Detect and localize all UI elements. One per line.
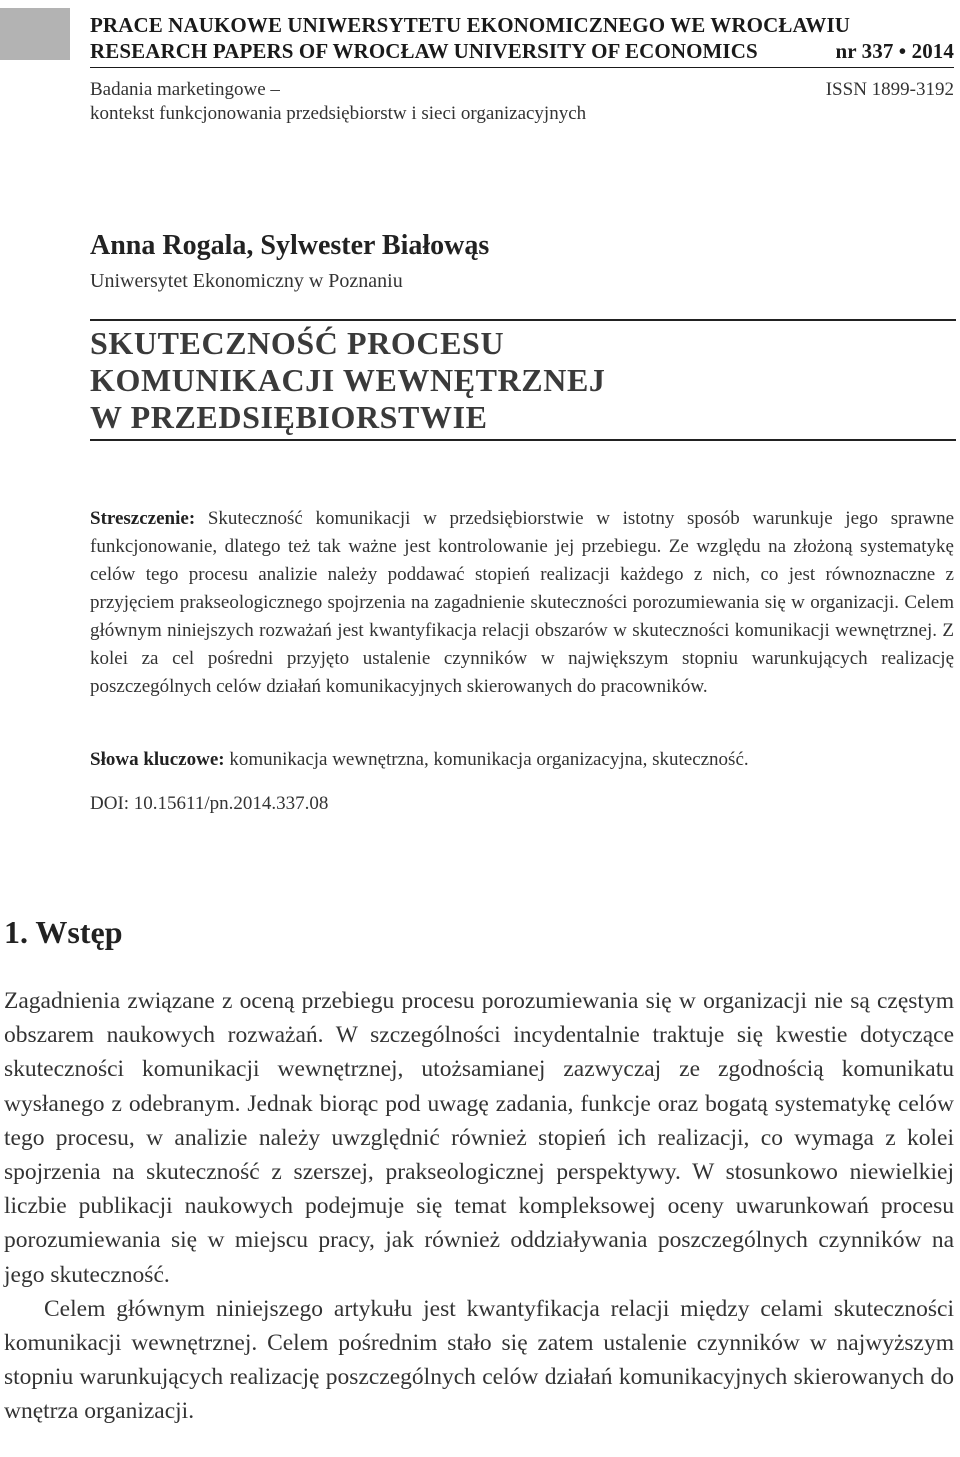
abstract-label: Streszczenie: <box>90 508 208 529</box>
header-rule <box>90 67 954 68</box>
series-title-line1: Badania marketingowe – <box>90 79 280 100</box>
article-title <box>90 325 606 436</box>
body-paragraph: Zagadnienia związane z oceną przebiegu procesu porozumiewania się w organizacji nie są częstym obszarem naukowych rozważań. W szczególności incydentalnie traktuje się kwestie dotyczące skuteczności komunikacji wewnętrznej, utożsamianej zazwyczaj ze zgodnością komunikatu wysłanego z odebranym. Jednak biorąc pod uwagę zadania, funkcje oraz bogatą systematykę celów tego procesu, w analizie należy uwzględnić również stopień ich realizacji, co wymaga z kolei spojrzenia na skuteczność z szerszej, prakseologicznej perspektywy. W stosunkowo niewielkiej liczbie publikacji naukowych podejmuje się temat kompleksowej oceny uwarunkowań procesu porozumiewania się w miejscu pracy, jak również oddziaływania poszczególnych czynników na jego skuteczność. <box>4 988 954 1288</box>
section-body <box>4 984 954 1429</box>
series-title-line2: kontekst funkcjonowania przedsiębiorstw i sieci organizacyjnych <box>90 103 587 124</box>
journal-name-pl: PRACE NAUKOWE UNIWERSYTETU EKONOMICZNEGO WE WROCŁAWIU <box>90 13 851 37</box>
abstract-text: Skuteczność komunikacji w przedsiębiorstwie w istotny sposób warunkuje jego sprawne funkcjonowanie, dlatego też tak ważne jest kontrolowanie jej przebiegu. Ze względu na złożoną systematykę celów tego procesu analizie należy poddawać stopień realizacji każdego z nich, co jest równoznaczne z przyjęciem prakseologicznego spojrzenia na zagadnienie skuteczności porozumiewania się w organizacji. Celem głównym niniejszych rozważań jest kwantyfikacja relacji obszarów w skuteczności komunikacji wewnętrznej. Z kolei za cel pośredni przyjęto ustalenie czynników w największym stopniu warunkujących realizację poszczególnych celów działań komunikacyjnych skierowanych do pracowników. <box>90 508 955 697</box>
journal-header <box>90 12 954 126</box>
abstract <box>90 505 954 701</box>
issue-number: nr 337 • 2014 <box>835 39 954 63</box>
journal-name-en-row <box>90 38 954 64</box>
issn: ISSN 1899-3192 <box>825 79 954 100</box>
keywords-label: Słowa kluczowe: <box>90 749 230 770</box>
corner-gray-block <box>0 8 70 60</box>
keywords <box>90 746 954 774</box>
title-line: W PRZEDSIĘBIORSTWIE <box>90 399 488 435</box>
journal-name-en: RESEARCH PAPERS OF WROCŁAW UNIVERSITY OF ECONOMICS <box>90 39 758 63</box>
title-rule-bottom <box>90 439 956 441</box>
author-affiliation: Uniwersytet Ekonomiczny w Poznaniu <box>90 270 403 292</box>
title-line: SKUTECZNOŚĆ PROCESU <box>90 325 505 361</box>
keywords-text: komunikacja wewnętrzna, komunikacja organizacyjna, skuteczność. <box>229 749 749 770</box>
body-paragraph: Celem głównym niniejszego artykułu jest kwantyfikacja relacji między celami skuteczności komunikacji wewnętrznej. Celem pośrednim stało się zatem ustalenie czynników w najwyższym stopniu warunkujących realizację poszczególnych celów działań komunikacyjnych skierowanych do wnętrza organizacji. <box>4 1295 954 1425</box>
series-info <box>90 78 954 126</box>
title-line: KOMUNIKACJI WEWNĘTRZNEJ <box>90 362 606 398</box>
doi: DOI: 10.15611/pn.2014.337.08 <box>90 793 329 814</box>
article-authors: Anna Rogala, Sylwester Białowąs <box>90 230 490 261</box>
section-heading: 1. Wstęp <box>4 914 123 950</box>
title-rule-top <box>90 319 956 321</box>
